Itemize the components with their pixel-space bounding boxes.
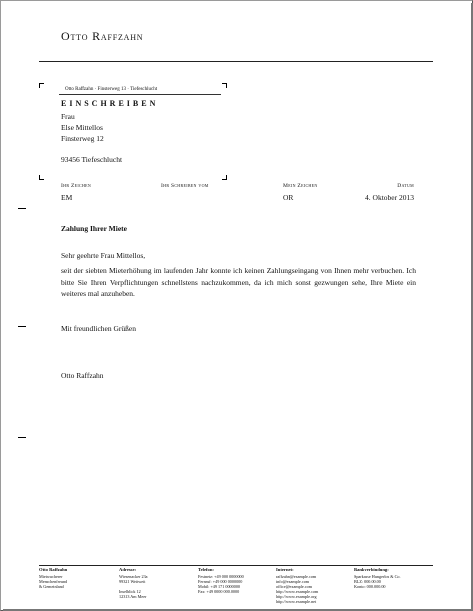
- footer-email-link[interactable]: raffzahn@example.com: [276, 574, 317, 579]
- recipient-salutation: Frau: [61, 112, 75, 121]
- subject-line: Zahlung Ihrer Miete: [61, 224, 127, 233]
- footer-phone-column: [198, 567, 244, 594]
- your-ref-value: EM: [61, 193, 73, 202]
- fold-mark: [18, 437, 26, 438]
- greeting: Sehr geehrte Frau Mittellos,: [61, 251, 146, 260]
- footer-line: Sparkasse Hungerlos & Co.: [354, 574, 401, 579]
- footer-email-link[interactable]: office@example.com: [276, 584, 312, 589]
- footer-line: Menschenfreund: [39, 579, 68, 584]
- footer-line: Wiesenacker 23a: [119, 574, 148, 579]
- return-address-rule: [59, 94, 221, 95]
- footer-line: Mobil: +49 171 0000000: [198, 584, 241, 589]
- footer-heading: Adresse:: [119, 567, 137, 572]
- fold-mark: [18, 208, 26, 209]
- signature: Otto Raffzahn: [61, 371, 104, 380]
- footer-line: 99321 Weitweit: [119, 579, 146, 584]
- sender-name: Otto Raffzahn: [61, 29, 144, 43]
- address-window-corner: [222, 175, 227, 180]
- footer-line: Fernruf: +49 000 0000000: [198, 579, 243, 584]
- header-rule: [39, 61, 433, 62]
- footer-web-link[interactable]: http://www.example.org: [276, 594, 317, 599]
- footer-email-link[interactable]: info@example.com: [276, 579, 310, 584]
- footer-heading: Internet:: [276, 567, 294, 572]
- footer-web-link[interactable]: http://www.example.com: [276, 589, 319, 594]
- footer-line: Inselblick 12: [119, 589, 141, 594]
- footer-bank-column: [354, 567, 401, 589]
- footer-line: 12313 Am Meer: [119, 594, 147, 599]
- footer-address-column: [119, 567, 148, 599]
- mail-type: EINSCHREIBEN: [61, 99, 159, 108]
- recipient-name: Else Mittellos: [61, 123, 103, 132]
- footer-heading: Bankverbindung:: [354, 567, 389, 572]
- footer-heading: Otto Raffzahn: [39, 567, 68, 572]
- closing: Mit freundlichen Grüßen: [61, 324, 136, 333]
- footer-heading: Telefon:: [198, 567, 214, 572]
- body-paragraph: seit der siebten Mieterhöhung im laufenden Jahr konnte ich keinen Zahlungseingang von Ihnen mehr verbuchen. Ich bitte Sie Ihren Verpflichtungen schnellstens nachzukommen, da ich mich sonst gezwungen sehe, Ihre Miete ein weiteres mal anzuheben.: [61, 266, 416, 298]
- your-letter-label: Ihr Schreiben vom: [161, 183, 209, 189]
- recipient-street: Finsterweg 12: [61, 134, 104, 143]
- my-ref-label: Mein Zeichen: [283, 183, 318, 189]
- footer-internet-column: [276, 567, 318, 604]
- return-address: Otto Raffzahn · Finsterweg 13 · Tiefeschlucht: [65, 87, 158, 92]
- my-ref-value: OR: [283, 193, 294, 202]
- address-window-corner: [39, 175, 44, 180]
- footer-line: BLZ: 000.00.00: [354, 579, 381, 584]
- footer-web-link[interactable]: http://www.example.net: [276, 599, 317, 604]
- footer-line: Mietwucherer: [39, 574, 63, 579]
- punch-mark: [18, 326, 26, 327]
- footer-line: Konto: 000.000.00: [354, 584, 386, 589]
- footer-line: Festnetz: +49 000 0000000: [198, 574, 244, 579]
- date-value: 4. Oktober 2013: [365, 193, 414, 202]
- your-ref-label: Ihr Zeichen: [61, 183, 92, 189]
- recipient-city: 93456 Tiefeschlucht: [61, 155, 123, 164]
- footer-line: & Gemeinland: [39, 584, 64, 589]
- address-window-corner: [222, 83, 227, 88]
- address-window-corner: [39, 83, 44, 88]
- footer-name-column: [39, 567, 67, 589]
- footer-line: Fax: +49 0000 000.0000: [198, 589, 240, 594]
- footer-rule: [39, 565, 433, 566]
- date-label: Datum: [397, 183, 414, 189]
